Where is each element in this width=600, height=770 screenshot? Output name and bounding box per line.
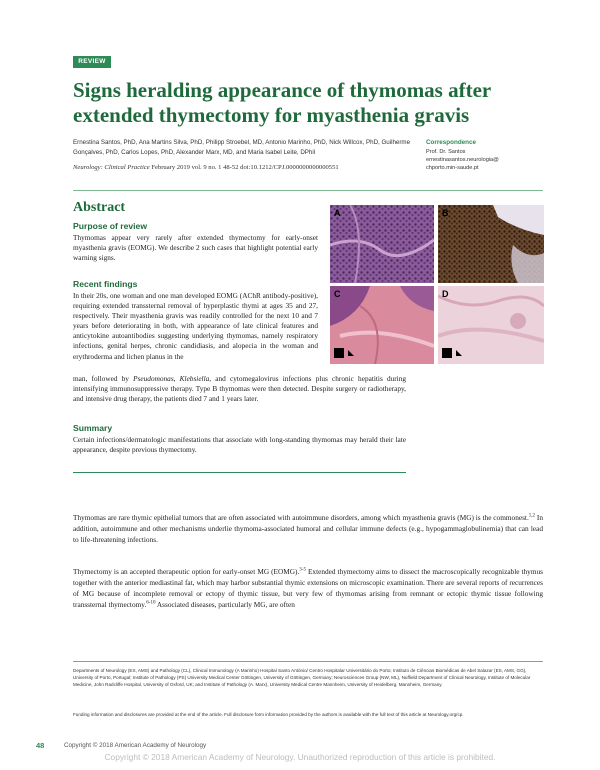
panel-label-b: B	[442, 208, 449, 218]
affiliations-footnote: Departments of Neurology (ES, AMS) and Pathology (CL), Clinical Immunology (A Marinho) Hospital Santo António/ Centro Hospitalar Universitário do Porto; Instituto de Ciências Biomédicas de Abel Salazar (ES, AMS, GG), University of Porto, Portugal; Institute of Pathology (PS) University Medical Center Göttingen, University of Göttingen, Germany; Neurosciences Group (NW, ML), Nuffield Department of Clinical Neurology, Institute of Molecular Medicine, John Radcliffe Hospital, University of Oxford, UK; and Institute of Pathology (A. Marx), University Medical Centre Mannheim, University of Heidelberg, Mannheim, Germany.	[73, 668, 531, 687]
panel-label-d: D	[442, 289, 449, 299]
citation	[73, 163, 423, 172]
figure-panel-d	[438, 286, 544, 364]
histology-ihc-brown-image	[438, 205, 544, 283]
body-p1-text-a: Thymomas are rare thymic epithelial tumors that are often associated with autoimmune disorders, among which myasthenia gravis (MG) is the commonest.	[73, 513, 529, 522]
findings-text-2c: , and cytomegalovirus infections plus chronic hepatitis during intensifying immunosuppressive therapy. Type B thymomas were then detected. Despite surgery or radiotherapy, and intensive drug therapy, the patients died 7 and 1 years later.	[73, 374, 406, 404]
body-p2-text-a: Thymectomy is an accepted therapeutic option for early-onset MG (EOMG).	[73, 567, 300, 576]
body-p1-text-b: In addition, autoimmune and other mechanisms underlie thymoma-associated humoral and cellular immune defects (e.g., hypogammaglobulinemia) that can lead to life-threatening infections.	[73, 513, 543, 545]
body-p1-ref[interactable]: 1,2	[528, 513, 536, 519]
figure-panel-b	[438, 205, 544, 283]
correspondence-email-1[interactable]: ernestinasantos.neurologia@	[426, 157, 499, 163]
copyright-watermark: Copyright © 2018 American Academy of Neurology. Unauthorized reproduction of this article is prohibited.	[104, 752, 496, 762]
figure-panel-c	[330, 286, 434, 364]
summary-text: Certain infections/dermatologic manifestations that associate with long-standing thymomas may herald their late appearance, despite previous thymectomy.	[73, 435, 406, 455]
findings-text-2	[73, 374, 406, 404]
findings-italic-1: Pseudomonas	[133, 374, 174, 383]
histology-pale-pink-image	[438, 286, 544, 364]
header-divider	[73, 190, 543, 191]
summary-heading: Summary	[73, 423, 113, 433]
abstract-heading: Abstract	[73, 200, 126, 215]
copyright-line: Copyright © 2018 American Academy of Neurology	[64, 742, 207, 749]
findings-text-2a: man, followed by	[73, 374, 134, 383]
purpose-heading: Purpose of review	[73, 221, 148, 231]
article-title: Signs heralding appearance of thymomas after extended thymectomy for myasthenia gravis	[73, 78, 491, 127]
panel-label-a: A	[334, 208, 341, 218]
abstract-divider	[73, 472, 406, 473]
body-paragraph-1	[73, 512, 543, 545]
figure-panel-a	[330, 205, 434, 283]
page-number: 48	[36, 741, 45, 750]
correspondence-block	[426, 148, 526, 172]
journal-name: Neurology: Clinical Practice	[73, 164, 150, 171]
findings-italic-2: Klebsiella	[179, 374, 210, 383]
citation-details: February 2019 vol. 9 no. 1 48-52 doi:10.1212/CPJ.0000000000000551	[149, 164, 339, 171]
panel-label-c: C	[334, 289, 341, 299]
histology-he-pink-image	[330, 286, 434, 364]
review-badge: REVIEW	[73, 56, 111, 68]
body-p2-text-b: Extended thymectomy aims to dissect the macroscopically recognizable thymus together with the anterior mediastinal fat, which may harbor substantial thymic extensions on microscopic examination. There are several reports of recurrences of MG because of incomplete removal or ectopy of thymic tissue, but very few of thymomas arising from remnant or ectopic thymic tissue following transsternal thymectomy.	[73, 567, 543, 610]
body-paragraph-2	[73, 566, 543, 610]
footnote-divider	[73, 661, 543, 662]
correspondence-email-2[interactable]: chporto.min-saude.pt	[426, 165, 479, 171]
findings-text-2b: ,	[173, 374, 180, 383]
funding-footnote: Funding information and disclosures are provided at the end of the article. Full disclosure form information provided by the authors is available with the full text of this article at Neurology.org/cp.	[73, 712, 464, 717]
body-p2-ref-2[interactable]: 6-10	[146, 600, 156, 606]
purpose-text: Thymomas appear very rarely after extended thymectomy for early-onset myasthenia gravis (EOMG). We describe 2 such cases that highlight potential early warning signs.	[73, 233, 318, 263]
author-list: Ernestina Santos, PhD, Ana Martins Silva, PhD, Philipp Stroebel, MD, Antonio Marinho, PhD, Nick Willcox, PhD, Guilherme Gonçalves, PhD, Carlos Lopes, PhD, Alexander Marx, MD, and Maria Isabel Leite, DPhil	[73, 139, 411, 156]
findings-text-1: In their 20s, one woman and one man developed EOMG (AChR antibody-positive), requiring extended transsternal removal of hyperplastic thymi at ages 35 and 27, respectively. Their myasthenia gravis was readily controlled for the next 10 and 7 years before deteriorating in both, with appearance of late clinical features and anticytokine autoantibodies suggesting underlying thymomas, namely respiratory infections, genital herpes, chronic candidiasis, and alopecia in the woman and erythroderma and lichen planus in the	[73, 291, 319, 361]
body-p2-text-c: Associated diseases, particularly MG, are often	[155, 600, 295, 610]
body-p2-ref-1[interactable]: 3-5	[299, 567, 306, 573]
correspondence-name: Prof. Dr. Santos	[426, 149, 466, 155]
correspondence-heading: Correspondence	[426, 139, 477, 146]
histology-he-purple-image	[330, 205, 434, 283]
findings-heading: Recent findings	[73, 279, 138, 289]
